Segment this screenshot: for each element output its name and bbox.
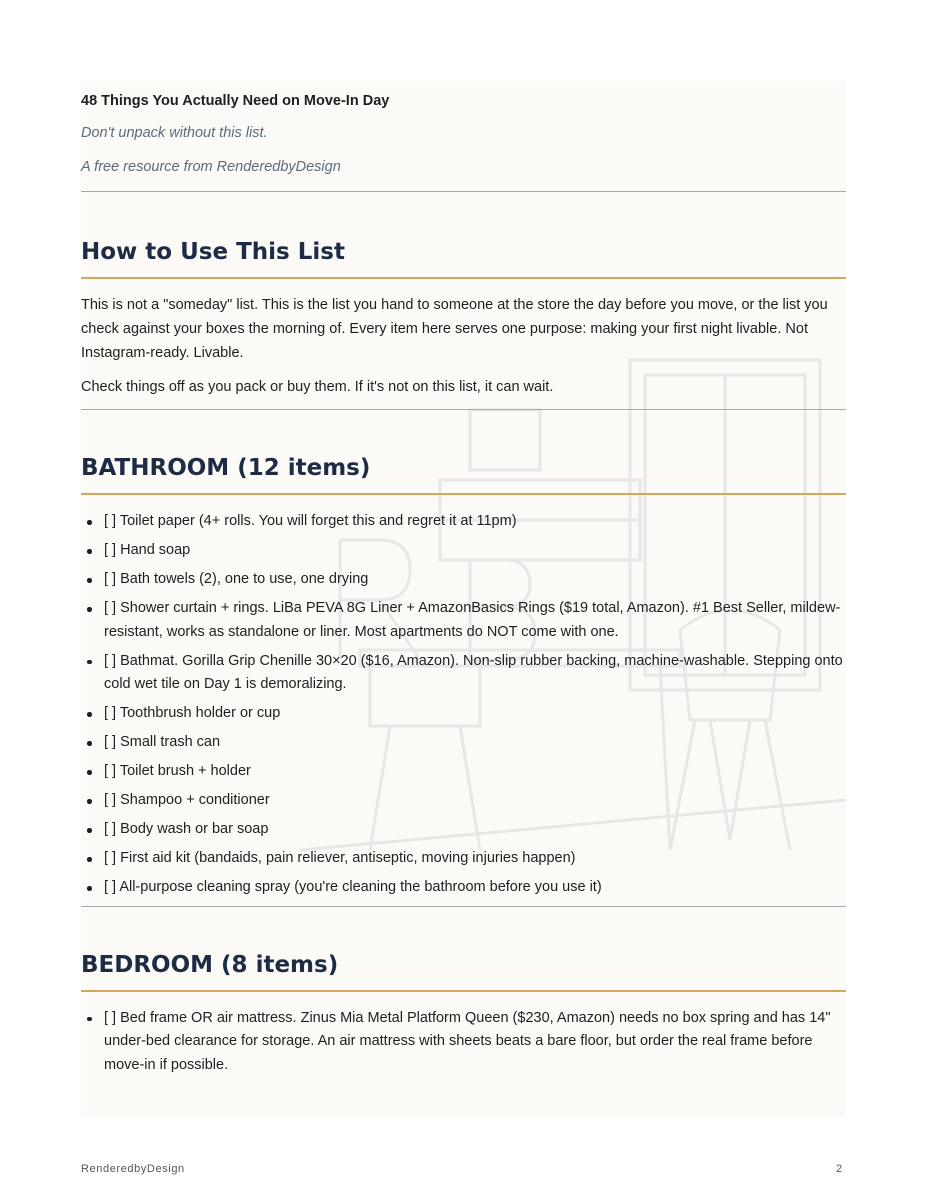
checklist-item: [ ] Toilet brush + holder bbox=[81, 760, 846, 784]
checklist-item: [ ] Bath towels (2), one to use, one drying bbox=[81, 568, 846, 592]
checklist-item: [ ] Shower curtain + rings. LiBa PEVA 8G Liner + AmazonBasics Rings ($19 total, Amazon). #1 Best Seller, mildew-resistant, works as standalone or liner. Most apartments do NOT come with one. bbox=[81, 597, 846, 644]
checklist-item: [ ] Small trash can bbox=[81, 731, 846, 755]
document-tagline: A free resource from RenderedbyDesign bbox=[81, 159, 341, 175]
page-number: 2 bbox=[836, 1163, 843, 1175]
checklist-item: [ ] Bed frame OR air mattress. Zinus Mia Metal Platform Queen ($230, Amazon) needs no box spring and has 14" under-bed clearance for storage. An air mattress with sheets beats a bare floor, but order the real frame before move-in if possible. bbox=[81, 1007, 846, 1078]
checklist-item: [ ] Body wash or bar soap bbox=[81, 818, 846, 842]
checklist-item: [ ] Toilet paper (4+ rolls. You will forget this and regret it at 11pm) bbox=[81, 510, 846, 534]
divider bbox=[81, 906, 846, 907]
section-heading-bathroom: BATHROOM (12 items) bbox=[81, 455, 371, 481]
document-title: 48 Things You Actually Need on Move-In Day bbox=[81, 93, 390, 109]
checklist-item: [ ] First aid kit (bandaids, pain reliever, antiseptic, moving injuries happen) bbox=[81, 847, 846, 871]
checklist-item: [ ] Hand soap bbox=[81, 539, 846, 563]
bedroom-checklist bbox=[81, 1007, 846, 1078]
heading-underline bbox=[81, 990, 846, 992]
divider bbox=[81, 409, 846, 410]
checklist-item: [ ] Toothbrush holder or cup bbox=[81, 702, 846, 726]
footer-brand: RenderedbyDesign bbox=[81, 1163, 185, 1175]
divider bbox=[81, 191, 846, 192]
bathroom-checklist bbox=[81, 510, 846, 900]
how-to-paragraph-2: Check things off as you pack or buy them. If it's not on this list, it can wait. bbox=[81, 379, 554, 395]
checklist-item: [ ] All-purpose cleaning spray (you're cleaning the bathroom before you use it) bbox=[81, 876, 846, 900]
how-to-paragraph-1: This is not a "someday" list. This is the list you hand to someone at the store the day before you move, or the list you check against your boxes the morning of. Every item here serves one purpose: making your first night livable. Not Instagram-ready. Livable. bbox=[81, 297, 828, 361]
heading-underline bbox=[81, 277, 846, 279]
checklist-item: [ ] Bathmat. Gorilla Grip Chenille 30×20 ($16, Amazon). Non-slip rubber backing, machine-washable. Stepping onto cold wet tile on Day 1 is demoralizing. bbox=[81, 650, 846, 697]
document-subtitle: Don't unpack without this list. bbox=[81, 125, 268, 141]
section-heading-how-to: How to Use This List bbox=[81, 239, 345, 265]
document-body bbox=[81, 92, 846, 1083]
heading-underline bbox=[81, 493, 846, 495]
checklist-item: [ ] Shampoo + conditioner bbox=[81, 789, 846, 813]
section-heading-bedroom: BEDROOM (8 items) bbox=[81, 951, 339, 978]
